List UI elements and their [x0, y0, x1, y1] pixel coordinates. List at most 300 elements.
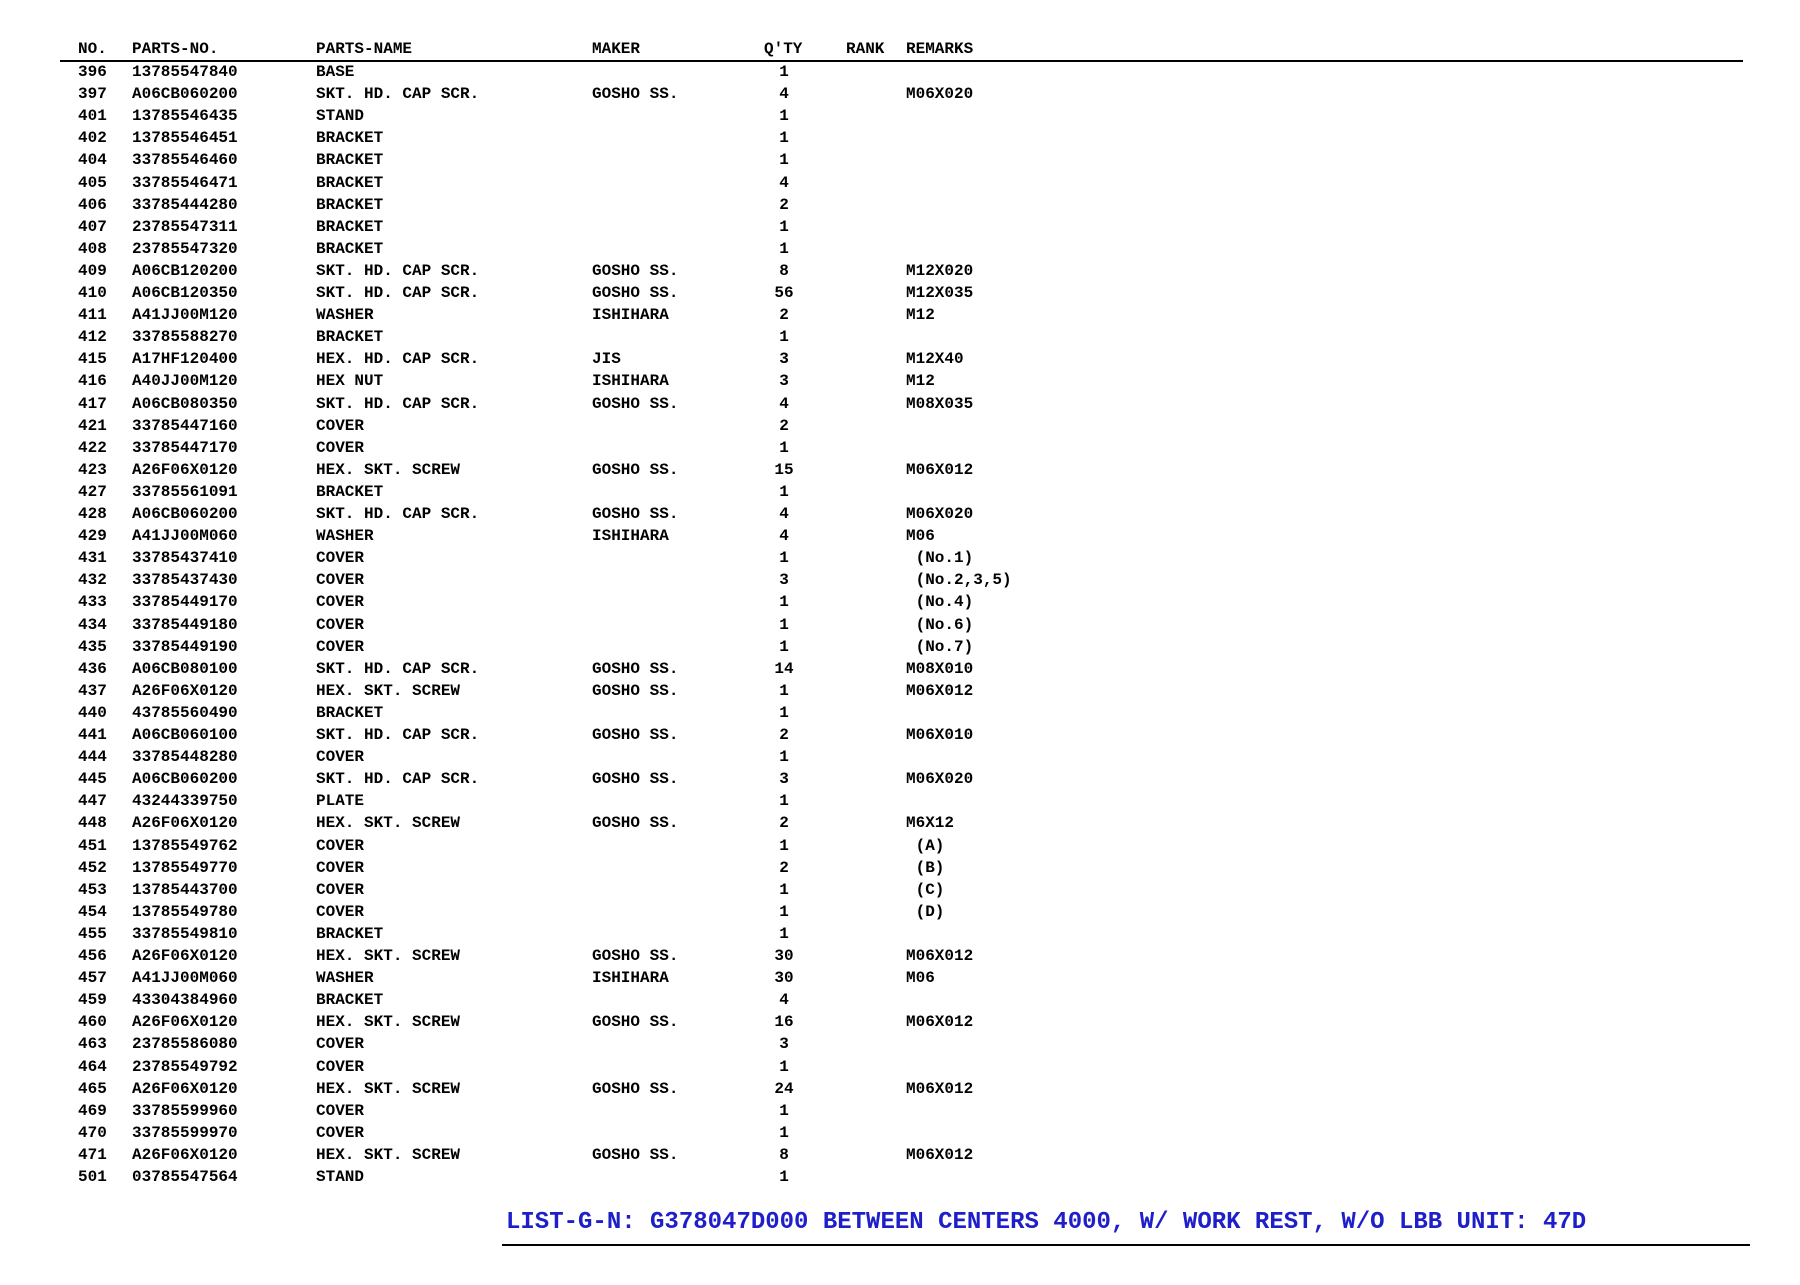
row-qty: 3: [779, 372, 789, 391]
row-qty: 1: [779, 615, 789, 634]
row-maker: GOSHO SS.: [592, 681, 679, 700]
row-remarks: M06X020: [906, 505, 974, 523]
row-qty: 1: [779, 549, 789, 568]
row-no: 455: [78, 924, 107, 943]
row-parts-no: 13785549780: [132, 902, 238, 921]
row-parts-name: STAND: [316, 1168, 365, 1186]
row-qty: 1: [779, 151, 789, 170]
row-maker: GOSHO SS.: [592, 814, 679, 833]
row-parts-name: COVER: [316, 1057, 365, 1076]
row-parts-no: 33785449180: [132, 615, 238, 634]
row-remarks: M06X012: [906, 1079, 974, 1098]
row-maker: ISHIHARA: [592, 969, 669, 988]
table-row: [0, 149, 1800, 171]
table-row: [0, 857, 1800, 879]
row-remarks: M06: [906, 969, 935, 988]
table-row: [0, 415, 1800, 437]
row-remarks: M6X12: [906, 814, 955, 833]
row-maker: GOSHO SS.: [592, 1079, 679, 1098]
table-row: [0, 724, 1800, 746]
row-qty: 2: [779, 306, 789, 325]
row-remarks: M08X010: [906, 659, 974, 678]
table-row: [0, 1144, 1800, 1166]
table-row: [0, 304, 1800, 326]
row-remarks: (No.2,3,5): [906, 571, 1012, 590]
row-parts-name: COVER: [316, 438, 365, 457]
row-remarks: M12X035: [906, 284, 974, 302]
row-parts-name: SKT. HD. CAP SCR.: [316, 85, 480, 104]
row-maker: GOSHO SS.: [592, 394, 679, 413]
row-qty: 1: [779, 1101, 789, 1120]
row-qty: 4: [779, 173, 789, 192]
row-remarks: M12X40: [906, 350, 964, 369]
row-qty: 3: [779, 1035, 789, 1054]
table-row: [0, 923, 1800, 945]
row-no: 435: [78, 637, 107, 656]
row-qty: 1: [779, 1057, 789, 1076]
row-no: 427: [78, 482, 107, 501]
header-parts-name: PARTS-NAME: [316, 40, 413, 58]
row-parts-no: A06CB060100: [132, 726, 238, 744]
table-row: [0, 326, 1800, 348]
row-parts-no: A26F06X0120: [132, 1079, 238, 1098]
row-no: 416: [78, 372, 107, 391]
table-row: [0, 459, 1800, 481]
row-parts-no: 43244339750: [132, 792, 238, 811]
row-no: 440: [78, 703, 107, 722]
row-parts-name: WASHER: [316, 969, 374, 988]
row-qty: 2: [779, 416, 789, 435]
row-parts-no: A06CB060200: [132, 770, 238, 789]
row-parts-no: 23785547320: [132, 239, 238, 258]
table-row: [0, 503, 1800, 525]
row-parts-no: 33785447160: [132, 416, 238, 435]
row-no: 459: [78, 991, 107, 1010]
row-maker: GOSHO SS.: [592, 770, 679, 789]
row-no: 404: [78, 151, 107, 170]
table-row: [0, 658, 1800, 680]
row-maker: ISHIHARA: [592, 372, 669, 391]
row-qty: 2: [779, 726, 789, 744]
row-maker: ISHIHARA: [592, 306, 669, 325]
row-parts-name: WASHER: [316, 527, 374, 546]
row-parts-no: 43304384960: [132, 991, 238, 1010]
table-row: [0, 835, 1800, 857]
table-row: [0, 1078, 1800, 1100]
row-no: 452: [78, 858, 107, 877]
row-qty: 1: [779, 129, 789, 148]
row-qty: 1: [779, 924, 789, 943]
row-parts-no: 23785547311: [132, 217, 238, 236]
row-qty: 24: [774, 1079, 794, 1098]
row-no: 444: [78, 748, 107, 767]
row-qty: 15: [774, 460, 794, 479]
table-row: [0, 481, 1800, 503]
row-parts-name: BRACKET: [316, 991, 384, 1010]
table-row: [0, 83, 1800, 105]
table-row: [0, 547, 1800, 569]
row-maker: JIS: [592, 350, 621, 369]
row-parts-name: WASHER: [316, 306, 374, 325]
table-row: [0, 967, 1800, 989]
row-qty: 1: [779, 1168, 789, 1186]
row-parts-name: HEX. SKT. SCREW: [316, 1145, 461, 1164]
row-maker: GOSHO SS.: [592, 85, 679, 104]
row-parts-no: 13785549762: [132, 836, 238, 855]
row-no: 408: [78, 239, 107, 258]
row-maker: GOSHO SS.: [592, 261, 679, 280]
table-row: [0, 879, 1800, 901]
row-parts-no: 33785449170: [132, 593, 238, 612]
row-parts-no: 13785549770: [132, 858, 238, 877]
row-no: 405: [78, 173, 107, 192]
table-row: [0, 260, 1800, 282]
row-maker: ISHIHARA: [592, 527, 669, 546]
row-qty: 30: [774, 969, 794, 988]
row-parts-name: BRACKET: [316, 129, 384, 148]
table-row: [0, 614, 1800, 636]
table-row: [0, 1011, 1800, 1033]
table-row: [0, 636, 1800, 658]
table-row: [0, 1166, 1800, 1188]
row-no: 412: [78, 328, 107, 347]
row-parts-name: COVER: [316, 637, 365, 656]
row-parts-name: HEX NUT: [316, 372, 384, 391]
header-no: NO.: [78, 40, 107, 58]
row-qty: 2: [779, 814, 789, 833]
table-row: [0, 945, 1800, 967]
row-no: 445: [78, 770, 107, 789]
row-parts-name: COVER: [316, 880, 365, 899]
row-remarks: M06X012: [906, 947, 974, 965]
row-parts-name: HEX. SKT. SCREW: [316, 1013, 461, 1032]
table-row: [0, 393, 1800, 415]
row-parts-name: COVER: [316, 748, 365, 767]
table-row: [0, 172, 1800, 194]
row-parts-name: HEX. HD. CAP SCR.: [316, 350, 480, 369]
header-remarks: REMARKS: [906, 40, 974, 58]
row-parts-name: BRACKET: [316, 239, 384, 258]
row-qty: 1: [779, 217, 789, 236]
row-qty: 4: [779, 527, 789, 546]
row-parts-no: A06CB080100: [132, 659, 238, 678]
row-parts-no: A41JJ00M060: [132, 969, 238, 988]
row-parts-no: A26F06X0120: [132, 460, 238, 479]
row-qty: 1: [779, 637, 789, 656]
row-remarks: M06X012: [906, 1013, 974, 1032]
row-qty: 1: [779, 239, 789, 258]
row-no: 422: [78, 438, 107, 457]
row-no: 411: [78, 306, 107, 325]
row-parts-name: HEX. SKT. SCREW: [316, 460, 461, 479]
row-parts-name: SKT. HD. CAP SCR.: [316, 284, 480, 302]
table-row: [0, 1033, 1800, 1055]
table-row: [0, 702, 1800, 724]
row-no: 501: [78, 1168, 107, 1186]
row-qty: 1: [779, 1123, 789, 1142]
row-parts-no: A26F06X0120: [132, 1145, 238, 1164]
table-row: [0, 282, 1800, 304]
row-parts-no: A06CB060200: [132, 85, 238, 104]
table-row: [0, 1056, 1800, 1078]
row-parts-no: 13785443700: [132, 880, 238, 899]
row-no: 451: [78, 836, 107, 855]
row-qty: 1: [779, 328, 789, 347]
row-parts-name: BRACKET: [316, 217, 384, 236]
row-parts-no: 33785546471: [132, 173, 238, 192]
row-no: 423: [78, 460, 107, 479]
row-no: 428: [78, 505, 107, 523]
table-row: [0, 216, 1800, 238]
row-qty: 4: [779, 394, 789, 413]
table-row: [0, 1100, 1800, 1122]
row-parts-name: BRACKET: [316, 703, 384, 722]
row-parts-name: SKT. HD. CAP SCR.: [316, 770, 480, 789]
row-parts-name: COVER: [316, 902, 365, 921]
table-row: [0, 525, 1800, 547]
row-remarks: M06X010: [906, 726, 974, 744]
row-no: 454: [78, 902, 107, 921]
row-parts-no: A06CB120350: [132, 284, 238, 302]
row-parts-name: COVER: [316, 571, 365, 590]
row-parts-no: 13785547840: [132, 63, 238, 81]
row-qty: 1: [779, 681, 789, 700]
row-qty: 14: [774, 659, 794, 678]
table-row: [0, 1122, 1800, 1144]
row-qty: 3: [779, 350, 789, 369]
row-no: 463: [78, 1035, 107, 1054]
row-parts-name: HEX. SKT. SCREW: [316, 947, 461, 965]
row-maker: GOSHO SS.: [592, 726, 679, 744]
table-row: [0, 105, 1800, 127]
row-qty: 8: [779, 1145, 789, 1164]
row-no: 396: [78, 63, 107, 81]
row-qty: 1: [779, 107, 789, 126]
row-parts-no: 33785599970: [132, 1123, 238, 1142]
row-remarks: M06X012: [906, 1145, 974, 1164]
table-row: [0, 989, 1800, 1011]
table-row: [0, 746, 1800, 768]
row-no: 464: [78, 1057, 107, 1076]
row-remarks: M08X035: [906, 394, 974, 413]
row-remarks: (B): [906, 858, 945, 877]
table-row: [0, 370, 1800, 392]
row-parts-name: SKT. HD. CAP SCR.: [316, 726, 480, 744]
row-no: 421: [78, 416, 107, 435]
row-qty: 1: [779, 63, 789, 81]
table-header: [60, 38, 1743, 62]
row-parts-no: 33785437430: [132, 571, 238, 590]
row-no: 410: [78, 284, 107, 302]
header-parts-no: PARTS-NO.: [132, 40, 219, 58]
row-no: 441: [78, 726, 107, 744]
row-parts-name: COVER: [316, 593, 365, 612]
row-remarks: M06X012: [906, 681, 974, 700]
row-parts-name: COVER: [316, 1101, 365, 1120]
row-maker: GOSHO SS.: [592, 659, 679, 678]
row-parts-name: BASE: [316, 63, 355, 81]
row-qty: 4: [779, 85, 789, 104]
row-qty: 4: [779, 991, 789, 1010]
table-row: [0, 569, 1800, 591]
row-parts-no: 43785560490: [132, 703, 238, 722]
row-parts-no: A06CB080350: [132, 394, 238, 413]
row-qty: 2: [779, 858, 789, 877]
table-row: [0, 127, 1800, 149]
row-parts-no: 33785588270: [132, 328, 238, 347]
row-parts-no: 33785447170: [132, 438, 238, 457]
row-parts-name: BRACKET: [316, 328, 384, 347]
row-parts-no: A26F06X0120: [132, 947, 238, 965]
row-remarks: (C): [906, 880, 945, 899]
row-no: 409: [78, 261, 107, 280]
row-no: 471: [78, 1145, 107, 1164]
row-maker: GOSHO SS.: [592, 1145, 679, 1164]
row-parts-no: A26F06X0120: [132, 814, 238, 833]
header-maker: MAKER: [592, 40, 641, 58]
row-parts-no: 23785549792: [132, 1057, 238, 1076]
row-qty: 30: [774, 947, 794, 965]
row-no: 431: [78, 549, 107, 568]
row-maker: GOSHO SS.: [592, 1013, 679, 1032]
row-qty: 1: [779, 792, 789, 811]
list-title: LIST-G-N: G378047D000 BETWEEN CENTERS 4000, W/ WORK REST, W/O LBB UNIT: 47D: [506, 1209, 1587, 1236]
row-parts-no: 13785546435: [132, 107, 238, 126]
row-qty: 56: [774, 284, 794, 302]
row-qty: 1: [779, 482, 789, 501]
row-parts-name: COVER: [316, 836, 365, 855]
row-parts-name: BRACKET: [316, 924, 384, 943]
row-no: 448: [78, 814, 107, 833]
table-row: [0, 768, 1800, 790]
table-row: [0, 348, 1800, 370]
row-qty: 3: [779, 770, 789, 789]
row-parts-name: COVER: [316, 549, 365, 568]
row-maker: GOSHO SS.: [592, 284, 679, 302]
table-row: [0, 238, 1800, 260]
table-row: [0, 437, 1800, 459]
table-row: [0, 812, 1800, 834]
row-qty: 16: [774, 1013, 794, 1032]
row-qty: 1: [779, 836, 789, 855]
row-parts-no: A41JJ00M120: [132, 306, 238, 325]
row-no: 436: [78, 659, 107, 678]
row-remarks: (No.6): [906, 615, 974, 634]
table-row: [0, 194, 1800, 216]
row-parts-name: BRACKET: [316, 173, 384, 192]
row-remarks: (No.7): [906, 637, 974, 656]
row-parts-no: A06CB060200: [132, 505, 238, 523]
row-parts-no: 33785437410: [132, 549, 238, 568]
row-parts-name: SKT. HD. CAP SCR.: [316, 394, 480, 413]
row-no: 460: [78, 1013, 107, 1032]
row-remarks: M12X020: [906, 261, 974, 280]
row-no: 434: [78, 615, 107, 634]
row-no: 453: [78, 880, 107, 899]
row-parts-name: SKT. HD. CAP SCR.: [316, 659, 480, 678]
row-remarks: (D): [906, 902, 945, 921]
row-remarks: M06X012: [906, 460, 974, 479]
row-qty: 1: [779, 593, 789, 612]
row-maker: GOSHO SS.: [592, 947, 679, 965]
row-parts-no: 23785586080: [132, 1035, 238, 1054]
row-parts-name: HEX. SKT. SCREW: [316, 814, 461, 833]
row-qty: 4: [779, 505, 789, 523]
row-qty: 1: [779, 438, 789, 457]
row-parts-no: 03785547564: [132, 1168, 238, 1186]
row-parts-name: SKT. HD. CAP SCR.: [316, 261, 480, 280]
row-qty: 3: [779, 571, 789, 590]
row-parts-no: 33785549810: [132, 924, 238, 943]
row-qty: 8: [779, 261, 789, 280]
row-parts-no: A41JJ00M060: [132, 527, 238, 546]
row-no: 397: [78, 85, 107, 104]
row-parts-name: SKT. HD. CAP SCR.: [316, 505, 480, 523]
table-row: [0, 61, 1800, 83]
table-row: [0, 591, 1800, 613]
row-parts-no: A40JJ00M120: [132, 372, 238, 391]
row-no: 415: [78, 350, 107, 369]
row-no: 402: [78, 129, 107, 148]
row-parts-no: 33785561091: [132, 482, 238, 501]
row-parts-no: 13785546451: [132, 129, 238, 148]
row-parts-no: A06CB120200: [132, 261, 238, 280]
row-parts-name: COVER: [316, 1123, 365, 1142]
row-parts-no: A17HF120400: [132, 350, 238, 369]
row-remarks: M12: [906, 372, 935, 391]
row-qty: 1: [779, 902, 789, 921]
row-qty: 1: [779, 748, 789, 767]
row-parts-no: 33785546460: [132, 151, 238, 170]
row-parts-no: 33785449190: [132, 637, 238, 656]
row-no: 433: [78, 593, 107, 612]
table-row: [0, 790, 1800, 812]
row-parts-name: COVER: [316, 858, 365, 877]
row-parts-no: 33785448280: [132, 748, 238, 767]
table-row: [0, 901, 1800, 923]
row-no: 457: [78, 969, 107, 988]
row-remarks: (A): [906, 836, 945, 855]
row-parts-no: A26F06X0120: [132, 681, 238, 700]
row-qty: 1: [779, 703, 789, 722]
row-maker: GOSHO SS.: [592, 505, 679, 523]
row-parts-name: COVER: [316, 416, 365, 435]
row-parts-name: BRACKET: [316, 195, 384, 214]
row-maker: GOSHO SS.: [592, 460, 679, 479]
list-footer: [502, 1206, 1750, 1246]
row-parts-name: COVER: [316, 615, 365, 634]
row-no: 447: [78, 792, 107, 811]
row-remarks: M06X020: [906, 85, 974, 104]
header-rank: RANK: [846, 40, 885, 58]
row-parts-no: 33785444280: [132, 195, 238, 214]
row-no: 417: [78, 394, 107, 413]
row-no: 470: [78, 1123, 107, 1142]
header-qty: Q'TY: [764, 40, 803, 58]
row-parts-name: HEX. SKT. SCREW: [316, 681, 461, 700]
row-parts-name: STAND: [316, 107, 365, 126]
row-remarks: M12: [906, 306, 935, 325]
row-no: 456: [78, 947, 107, 965]
row-parts-no: 33785599960: [132, 1101, 238, 1120]
row-parts-name: BRACKET: [316, 482, 384, 501]
row-parts-name: HEX. SKT. SCREW: [316, 1079, 461, 1098]
row-no: 469: [78, 1101, 107, 1120]
row-no: 429: [78, 527, 107, 546]
row-no: 465: [78, 1079, 107, 1098]
row-remarks: (No.4): [906, 593, 974, 612]
row-no: 437: [78, 681, 107, 700]
